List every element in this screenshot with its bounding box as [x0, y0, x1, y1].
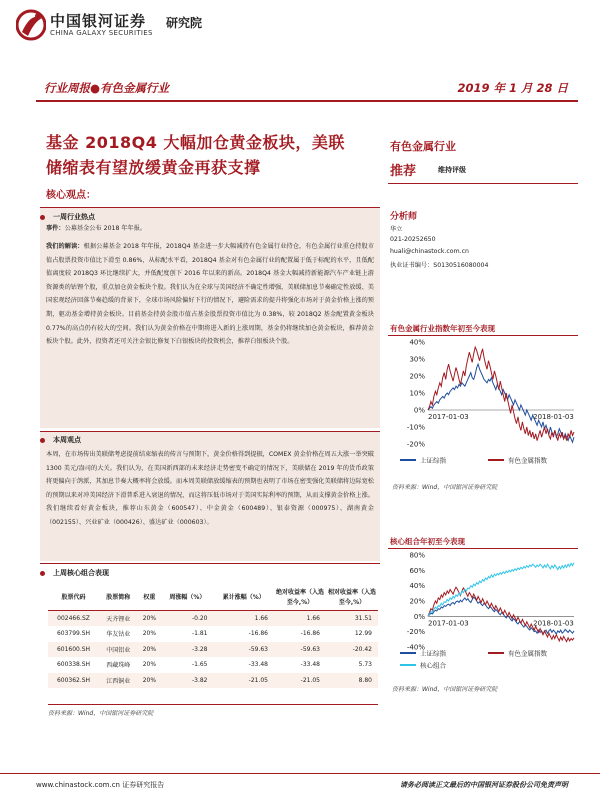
- interpretation-paragraph: [46, 240, 374, 426]
- bullet-icon: [40, 438, 45, 443]
- review-heading: 本周观点: [40, 435, 81, 445]
- x-tick-label: 2018-01-03: [533, 619, 574, 628]
- footer-divider: [0, 773, 600, 774]
- y-tick-label: 40%: [409, 582, 425, 591]
- table-row: [48, 642, 378, 658]
- table-cell: -1.81: [191, 630, 208, 638]
- table-cell: 天齐锂业: [99, 611, 137, 627]
- table-cell: 1.66: [214, 611, 275, 627]
- table-cell: 31.51: [326, 611, 378, 627]
- legend-label: 有色金属指数: [508, 649, 547, 658]
- brand-name: 中国银河证券: [50, 12, 147, 30]
- table-cell: -3.28: [161, 642, 213, 658]
- sidebar-industry: 有色金属行业: [390, 140, 456, 153]
- core-view-label: 核心观点：: [46, 190, 96, 201]
- column-header: 周涨幅（%）: [169, 594, 206, 601]
- table-cell: -59.63: [274, 642, 326, 658]
- footer-disclaimer: 请务必阅读正文最后的中国银河证券股份公司免责声明: [400, 781, 568, 789]
- chart2-svg: [388, 551, 580, 681]
- bullet-icon: [40, 571, 45, 576]
- table-cell: 12.99: [354, 630, 372, 638]
- chart2-source: 资料来源：Wind，中国银河证券研究院: [392, 686, 498, 693]
- rating-label: 推荐: [390, 164, 417, 179]
- report-title-line2: 储缩表有望放缓黄金再获支撑: [46, 158, 261, 177]
- x-tick-label: 2018-01-03: [533, 413, 574, 421]
- event-label: 事件：: [46, 225, 65, 232]
- table-cell: -59.63: [214, 642, 275, 658]
- table-cell: -16.86: [248, 630, 268, 638]
- header-divider: [36, 100, 578, 102]
- chart1-top-rule: [388, 335, 578, 336]
- department-label: 研究院: [166, 16, 203, 30]
- column-header: 相对收益率（入选至今,%）: [327, 589, 376, 606]
- analyst-email[interactable]: huali@chinastock.com.cn: [390, 248, 469, 255]
- chart1-source: 资料来源：Wind，中国银河证券研究院: [392, 484, 498, 491]
- report-category: 行业周报●有色金属行业: [44, 81, 170, 95]
- sidebar-divider: [388, 183, 578, 184]
- table-cell: 华友钴业: [106, 631, 131, 639]
- y-tick-label: -10%: [406, 423, 425, 432]
- table-row: [48, 673, 378, 689]
- column-header: 权重: [143, 594, 156, 601]
- report-meta-bar: [36, 77, 578, 99]
- section-divider: [40, 431, 380, 432]
- table-cell: 600338.SH: [56, 661, 91, 669]
- legend-label: 核心组合: [420, 661, 446, 670]
- table-cell: -16.86: [300, 630, 320, 638]
- y-tick-label: 0%: [413, 406, 425, 415]
- y-tick-label: -40%: [406, 643, 425, 652]
- y-tick-label: 20%: [409, 372, 425, 381]
- table-row: [48, 626, 378, 642]
- table-cell: 20%: [137, 642, 161, 658]
- review-paragraph: 本周，在市场传出美联储考虑提前结束缩表的传言与预期下，黄金价格得到提振，COMEX 黄金价格在周五大涨一举突破 1300 美元/盎司的大关。我们认为，在美国新西部的未来经济走势密变不确定的情况下，美联储在 2019 年的货币政策将更偏向于鸽派，其加息节奏大概率将会放缓。而本周美联储放缓缩表的预期也表明了市场在密变强化美联储将边际宽松的预期以来对冲美国经济下滑普系进入衰退的情况，而这将压低市场对于美国实际利率的预期，从而支撑黄金价格上涨。我们继续看好黄金板块，推荐山东黄金（600547）、中金黄金（600489）、银泰资源（000975）、湖南黄金（002155）、兴业矿业（000426）、盛达矿业（000603）。: [46, 451, 374, 526]
- table-cell: -21.05: [214, 673, 275, 689]
- legend-label: 有色金属指数: [508, 456, 547, 465]
- analyst-heading: 分析师: [390, 212, 418, 222]
- portfolio-table: [48, 586, 378, 688]
- table-cell: 中国铝业: [99, 642, 137, 658]
- table-cell: -33.48: [248, 661, 268, 669]
- table-cell: 002466.SZ: [48, 611, 99, 627]
- x-tick-label: 2017-01-03: [428, 619, 469, 628]
- bullet-icon: [40, 215, 45, 220]
- weekly-heading: 一周行业热点: [40, 212, 95, 222]
- interpretation-label: 我们的解读：: [46, 243, 84, 250]
- section-divider: [40, 207, 380, 208]
- galaxy-logo-icon: [16, 8, 46, 42]
- column-header: 股票简称: [106, 594, 131, 601]
- table-cell: 20%: [137, 611, 161, 627]
- analyst-name: 华立: [390, 226, 403, 233]
- event-text: 公募基金公布 2018 年年报。: [64, 225, 147, 232]
- analyst-license: 执业证书编号：S0130516080004: [390, 262, 489, 269]
- table-cell: 603799.SH: [56, 630, 91, 638]
- chart2-title: 核心组合年初至今表现: [390, 537, 465, 546]
- table-source-note: 资料来源：Wind，中国银河证券研究院: [48, 710, 154, 717]
- table-cell: 20%: [142, 661, 157, 669]
- table-cell: 601600.SH: [48, 642, 99, 658]
- table-cell: -21.05: [274, 673, 326, 689]
- table-header-row: [48, 586, 378, 611]
- interpretation-text: 根据公募基金 2018 年年报，2018Q4 基金进一步大幅减持有色金属行业持仓，有色金属行业重仓持股市值占股票投资市值比下滑至 0.86%，从标配水平看，2018Q4 基金对有色金属行业的配置属于低于标配的水平，且低配值离度较 2018Q3 环比继续扩大，并低配度创下 2016 年以来的新高。2018Q4 基金大幅减持新能源汽车产业链上游资源类的钴锂个股，重点加仓黄金板块个股。我们认为在全球与美国经济不确定性增强，美联储加息节奏确定性放缓、美国宏观经济回落节奏趋缓的背景下，全球市场风险偏好下行的情况下，避险需求的提升将强化市场对于黄金价格上涨的预期，驱动基金增持黄金板块。目前基金持黄金股市值占基金股票投资市值比为 0.38%，较 2018Q2 基金配置黄金板块 0.77%的高点仍有较大的空间。我们认为黄金价格在中期将进入新的上涨周期，基金仍将继续加仓黄金板块，推荐黄金板块个股。此外，投资者还可关注金银比修复下白银板块的投资机会，推荐白银板块个股。: [46, 243, 374, 346]
- table-cell: 600362.SH: [48, 673, 99, 689]
- table-cell: 江西铜业: [99, 673, 137, 689]
- series-line-0: [428, 364, 574, 442]
- rating-note: 维持评级: [438, 166, 466, 174]
- report-title: [46, 130, 378, 180]
- section-divider: [40, 563, 380, 564]
- y-tick-label: 30%: [409, 355, 425, 364]
- y-tick-label: -20%: [406, 628, 425, 637]
- legend-label: 上证综指: [420, 456, 446, 465]
- portfolio-heading: 上周核心组合表现: [40, 568, 109, 578]
- table-cell: -33.48: [300, 661, 320, 669]
- report-date: 2019 年 1 月 28 日: [457, 81, 568, 95]
- series-line-0: [428, 597, 574, 634]
- footer-label: 证券研究报告: [122, 781, 165, 789]
- footer-website[interactable]: www.chinastock.com.cn: [36, 781, 120, 789]
- table-row: [48, 611, 378, 627]
- column-header: 股票代码: [61, 594, 86, 601]
- y-tick-label: 10%: [409, 389, 425, 398]
- column-header: 累计涨幅（%）: [222, 594, 265, 601]
- y-tick-label: -20%: [406, 440, 425, 449]
- chart2-top-rule: [388, 548, 578, 549]
- table-cell: -3.82: [161, 673, 213, 689]
- table-cell: 20%: [142, 630, 157, 638]
- table-row: [48, 657, 378, 673]
- table-cell: 1.66: [274, 611, 326, 627]
- table-cell: 20%: [137, 673, 161, 689]
- column-header: 绝对收益率（入选至今,%）: [275, 589, 324, 606]
- report-title-line1: 基金 2018Q4 大幅加仓黄金板块，美联: [46, 133, 345, 152]
- y-tick-label: 80%: [409, 551, 425, 560]
- brand-name-en: CHINA GALAXY SECURITIES: [50, 29, 153, 37]
- chart1-title: 有色金属行业指数年初至今表现: [390, 324, 495, 333]
- table-cell: 5.73: [358, 661, 372, 669]
- y-tick-label: 20%: [409, 597, 425, 606]
- x-tick-label: 2017-01-03: [428, 413, 469, 421]
- table-cell: -0.20: [161, 611, 213, 627]
- y-tick-label: 40%: [409, 338, 425, 347]
- y-tick-label: 0%: [413, 612, 425, 621]
- table-bottom-rule: [48, 704, 378, 705]
- table-cell: 8.80: [326, 673, 378, 689]
- event-line: [46, 222, 374, 236]
- table-cell: 西藏珠峰: [106, 662, 131, 670]
- table-cell: -1.65: [191, 661, 208, 669]
- analyst-phone: 021-20252650: [390, 236, 436, 243]
- footer-left: [36, 780, 164, 790]
- legend-label: 上证综指: [420, 649, 446, 658]
- table-cell: -20.42: [326, 642, 378, 658]
- y-tick-label: 60%: [409, 566, 425, 575]
- chart1-svg: [388, 338, 580, 478]
